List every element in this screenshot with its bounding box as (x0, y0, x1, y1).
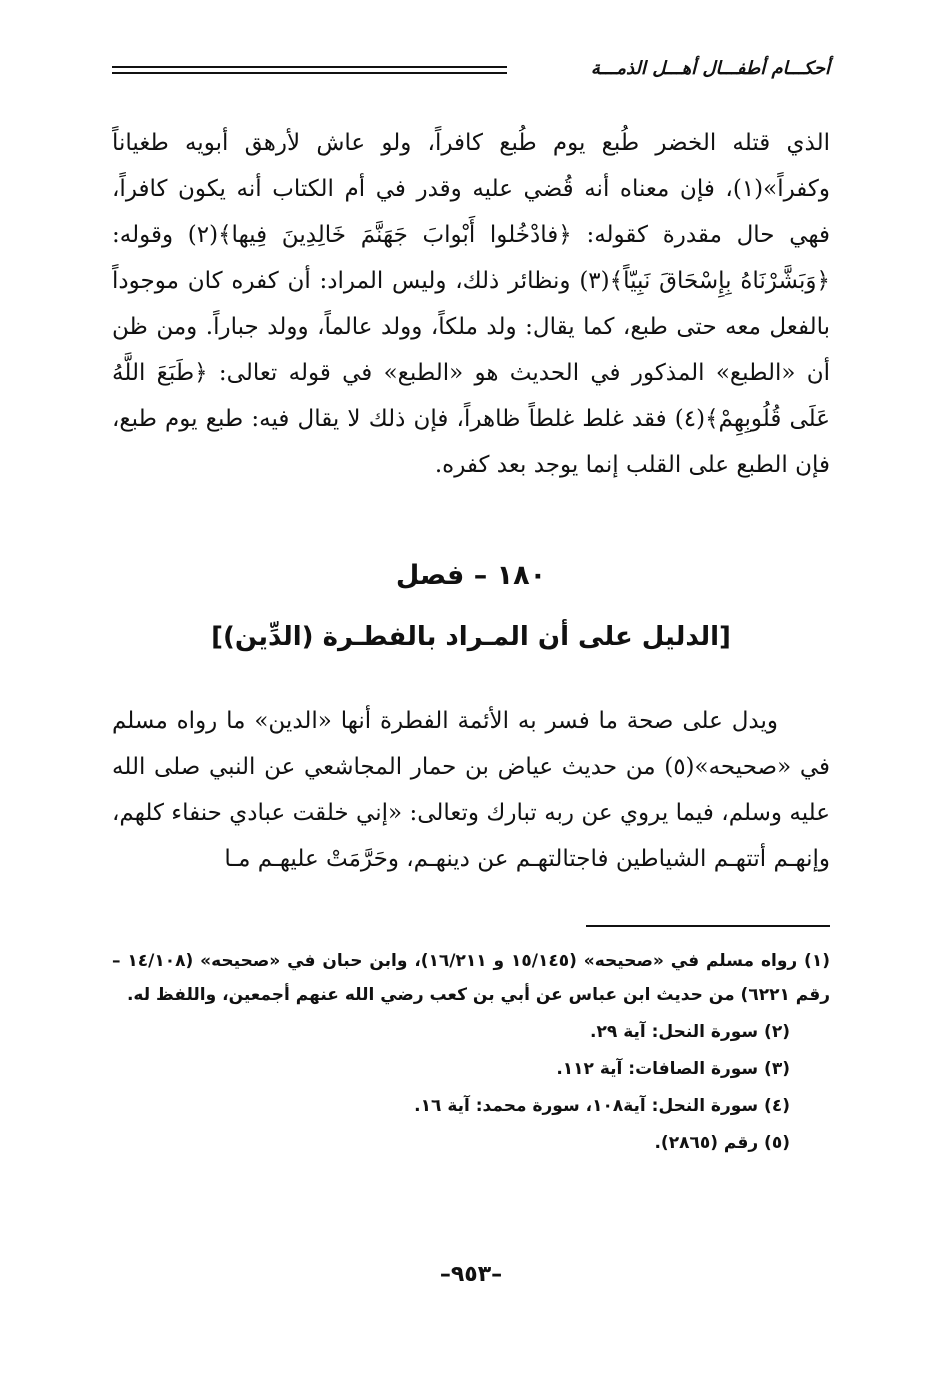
header-double-rule (112, 66, 507, 78)
footnotes (112, 944, 830, 1160)
footnote-separator (586, 925, 830, 927)
header-rule-top (112, 66, 507, 68)
running-header (112, 52, 830, 92)
header-title: أحكـــام أطفـــال أهـــل الذمـــة (590, 58, 830, 79)
footnote-4: (٤) سورة النحل: آية١٠٨، سورة محمد: آية ١٦. (414, 1096, 790, 1116)
header-rule-bottom (112, 72, 507, 74)
paragraph-1: الذي قتله الخضر طُبع يوم طُبع كافراً، ولو عاش لأرهق أبويه طغياناً وكفراً»(١)، فإن معناه أنه قُضي عليه وقدر في أم الكتاب أنه يكون كافراً، فهي حال مقدرة كقوله: ﴿فادْخُلوا أَبْوابَ جَهَنَّمَ خَالِدِينَ فِيها﴾(٢) وقوله: ﴿وَبَشَّرْنَاهُ بِإِسْحَاقَ نَبِيّاً﴾(٣) ونظائر ذلك، وليس المراد: أن كفره كان موجوداً بالفعل معه حتى طبع، كما يقال: ولد ملكاً، وولد عالماً، وولد جباراً. ومن ظن أن «الطبع» المذكور في الحديث هو «الطبع» في قوله تعالى: ﴿طَبَعَ اللَّهُ عَلَى قُلُوبِهِمْ﴾(٤) فقد غلط غلطاً ظاهراً، فإن ذلك لا يقال فيه: طبع يوم طبع، فإن الطبع على القلب إنما يوجد بعد كفره. (112, 130, 831, 478)
footnote-3: (٣) سورة الصافات: آية ١١٢. (556, 1059, 790, 1079)
footnote-1: (١) رواه مسلم في «صحيحه» (١٥/١٤٥ و ١٦/٢١١)، وابن حبان في «صحيحه» (١٤/١٠٨ – رقم ٦٢٢١) من حديث ابن عباس عن أبي بن كعب رضي الله عنهم أجمعين، واللفظ له. (112, 951, 830, 1005)
section-title: [الدليل على أن المـراد بالفطـرة (الدِّين)] (211, 622, 731, 652)
footnote-5: (٥) رقم (٢٨٦٥). (654, 1133, 790, 1153)
page-number: –٩٥٣– (439, 1262, 503, 1287)
paragraph-2: ويدل على صحة ما فسر به الأئمة الفطرة أنها «الدين» ما رواه مسلم في «صحيحه»(٥) من حديث عياض بن حمار المجاشعي عن النبي صلى الله عليه وسلم، فيما يروي عن ربه تبارك وتعالى: «إني خلقت عبادي حنفاء كلهم، وإنهـم أتتهـم الشياطين فاجتالتهـم عن دينهـم، وحَرَّمَتْ عليهـم مـا (112, 708, 830, 872)
footnote-2: (٢) سورة النحل: آية ٢٩. (590, 1022, 790, 1042)
section-number: ١٨٠ – فصل (395, 560, 547, 591)
